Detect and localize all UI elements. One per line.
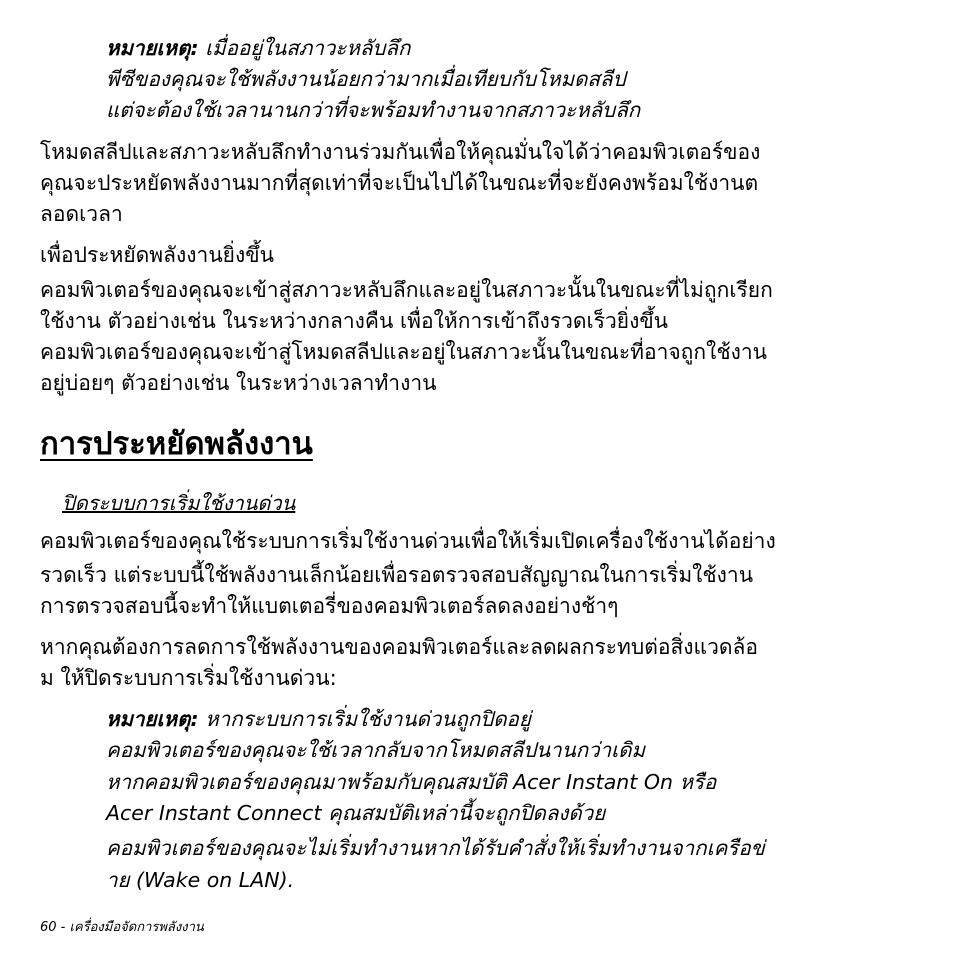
note1-line-1: หมายเหตุ: เมื่ออยู่ในสภาวะหลับลึก <box>106 36 411 60</box>
note1-line-2: พีซีของคุณจะใช้พลังงานน้อยกว่ามากเมื่อเทียบกับโหมดสลีป <box>106 67 626 91</box>
para1-line-2: คุณจะประหยัดพลังงานมากที่สุดเท่าที่จะเป็นไปได้ในขณะที่จะยังคงพร้อมใช้งานต <box>40 171 759 195</box>
subsection-heading: ปิดระบบการเริ่มใช้งานด่วน <box>62 491 296 515</box>
note2-label: หมายเหตุ: <box>106 707 199 731</box>
para2-line-3: ใช้งาน ตัวอย่างเช่น ในระหว่างกลางคืน เพื่อให้การเข้าถึงรวดเร็วยิ่งขึ้น <box>40 309 669 333</box>
note2-line-4: Acer Instant Connect คุณสมบัติเหล่านี้จะถูกปิดลงด้วย <box>106 801 606 825</box>
para3-line-2: รวดเร็ว แต่ระบบนี้ใช้พลังงานเล็กน้อยเพื่อรอตรวจสอบสัญญาณในการเริ่มใช้งาน <box>40 563 754 587</box>
note2-line-2: คอมพิวเตอร์ของคุณจะใช้เวลากลับจากโหมดสลีปนานกว่าเดิม <box>106 738 645 762</box>
para4-line-2: ม ให้ปิดระบบการเริ่มใช้งานด่วน: <box>40 666 337 690</box>
section-heading: การประหยัดพลังงาน <box>40 426 313 462</box>
note1-label: หมายเหตุ: <box>106 36 199 60</box>
note2-line-3: หากคอมพิวเตอร์ของคุณมาพร้อมกับคุณสมบัติ Acer Instant On หรือ <box>106 770 717 794</box>
para2-line-2: คอมพิวเตอร์ของคุณจะเข้าสู่สภาวะหลับลึกและอยู่ในสภาวะนั้นในขณะที่ไม่ถูกเรียก <box>40 278 773 302</box>
para2-line-1: เพื่อประหยัดพลังงานยิ่งขึ้น <box>40 243 274 267</box>
para4-line-1: หากคุณต้องการลดการใช้พลังงานของคอมพิวเตอร์และลดผลกระทบต่อสิ่งแวดล้อ <box>40 635 758 659</box>
note2-line-6: าย (Wake on LAN). <box>106 868 295 892</box>
para2-line-4: คอมพิวเตอร์ของคุณจะเข้าสู่โหมดสลีปและอยู่ในสภาวะนั้นในขณะที่อาจถูกใช้งาน <box>40 340 768 364</box>
note2-line-5: คอมพิวเตอร์ของคุณจะไม่เริ่มทำงานหากได้รับคำสั่งให้เริ่มทำงานจากเครือข่ <box>106 836 765 860</box>
note2-line-1: หมายเหตุ: หากระบบการเริ่มใช้งานด่วนถูกปิดอยู่ <box>106 707 531 731</box>
para3-line-1: คอมพิวเตอร์ของคุณใช้ระบบการเริ่มใช้งานด่วนเพื่อให้เริ่มเปิดเครื่องใช้งานได้อย่าง <box>40 529 776 553</box>
para3-line-3: การตรวจสอบนี้จะทำให้แบตเตอรี่ของคอมพิวเตอร์ลดลงอย่างช้าๆ <box>40 594 619 618</box>
page-footer: 60 - เครื่องมือจัดการพลังงาน <box>40 920 204 935</box>
para1-line-1: โหมดสลีปและสภาวะหลับลึกทำงานร่วมกันเพื่อให้คุณมั่นใจได้ว่าคอมพิวเตอร์ของ <box>40 140 761 164</box>
para2-line-5: อยู่บ่อยๆ ตัวอย่างเช่น ในระหว่างเวลาทำงาน <box>40 371 437 395</box>
note1-line-3: แต่จะต้องใช้เวลานานกว่าที่จะพร้อมทำงานจากสภาวะหลับลึก <box>106 98 641 122</box>
para1-line-3: ลอดเวลา <box>40 202 123 226</box>
